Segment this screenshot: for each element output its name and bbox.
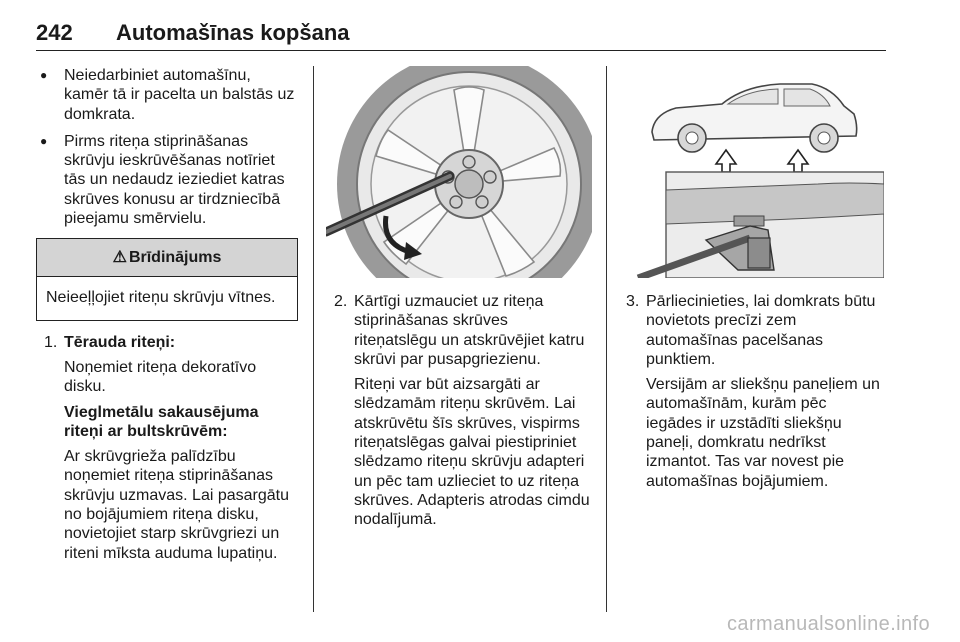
warning-text: Neieeļļojiet riteņu skrūvju vītnes. (46, 289, 276, 307)
column-left (36, 66, 298, 569)
watermark: carmanualsonline.info (727, 613, 930, 635)
warning-header (37, 239, 297, 277)
step-text: Versijām ar sliekšņu paneļiem un automašīnām, kurām pēc iegādes ir uzstādīti sliekšņu paneļi, domkratu nedrīkst izmantot. Tas var novest pie automašīnas bojājumiem. (646, 376, 880, 490)
step-number: 1. (44, 333, 58, 351)
step-subheading: Vieglmetālu sakausējuma riteņi ar bultskrūvēm: (64, 403, 259, 440)
step-3 (618, 292, 886, 491)
column-divider (606, 66, 607, 612)
warning-triangle-icon: ⚠ (112, 249, 127, 267)
page-title: Automašīnas kopšana (116, 20, 350, 45)
step-text: Riteņi var būt aizsargāti ar slēdzamām riteņu skrūvēm. Lai atskrūvētu šīs skrūves, vispirms riteņatslēgas galvai piestipriniet slēdzamo riteņu skrūvju adapteri un pēc tam uzlieciet to uz riteņa skrūves. Adapteris atrodas cimdu nodalījumā. (354, 376, 590, 529)
car-jack-points-illustration (618, 66, 884, 278)
warning-title: Brīdinājums (128, 249, 222, 267)
bullet-item: ● Pirms riteņa stiprināšanas skrūvju ieskrūvēšanas notīriet tās un nedaudz ieziediet katras skrūves konusu ar tirdzniecībā pieejamu smērvielu. (36, 132, 298, 228)
column-right (618, 66, 886, 497)
step-heading: Tērauda riteņi: (64, 333, 176, 351)
step-text: Ar skrūvgrieža palīdzību noņemiet riteņa stiprināšanas skrūvju uzmavas. Lai pasargātu no bojājumiem riteņa disku, novietojiet starp skrūvgriezi un riteni mīksta auduma lupatiņu. (64, 448, 289, 562)
page-number: 242 (36, 20, 73, 45)
step-2 (326, 292, 592, 530)
step-1 (36, 333, 298, 563)
step-number: 3. (626, 293, 640, 310)
wheel-wrench-illustration (326, 66, 592, 278)
bullet-item: ● Neiedarbiniet automašīnu, kamēr tā ir pacelta un balstās uz domkrata. (36, 66, 298, 124)
bullet-list (36, 66, 298, 228)
step-text: Kārtīgi uzmauciet uz riteņa stiprināšanas skrūves riteņatslēgu un atskrūvējiet katru skrūvi par pusapgriezienu. (354, 293, 585, 368)
warning-box (36, 238, 298, 320)
column-middle (326, 66, 592, 536)
step-text: Pārliecinieties, lai domkrats būtu novietots precīzi zem automašīnas pacelšanas punktiem. (646, 293, 876, 368)
step-number: 2. (334, 293, 348, 310)
column-divider (313, 66, 314, 612)
step-text: Noņemiet riteņa dekoratīvo disku. (64, 358, 257, 396)
page-header (36, 18, 886, 51)
